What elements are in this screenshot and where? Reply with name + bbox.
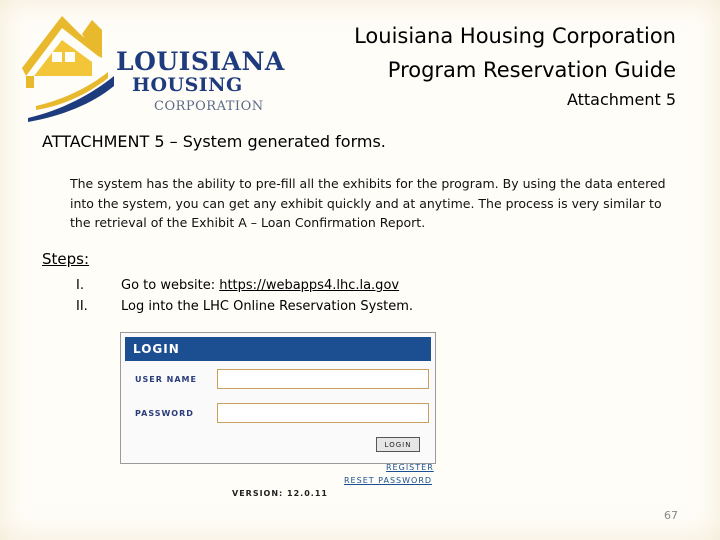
lhc-logo [22,14,285,124]
logo-line-2: HOUSING [132,74,243,96]
register-link[interactable]: REGISTER [386,463,434,472]
password-label: PASSWORD [135,409,194,418]
login-title: LOGIN [133,342,180,356]
version-text: VERSION: 12.0.11 [232,489,328,498]
password-input[interactable] [217,403,429,423]
login-button[interactable]: LOGIN [376,437,420,452]
step-text [121,278,399,293]
steps-title: Steps: [42,250,90,268]
step-text: Log into the LHC Online Reservation System. [121,299,414,314]
username-input[interactable] [217,369,429,389]
header-title: Louisiana Housing Corporation [354,24,676,48]
step-prefix: Go to website: [121,278,220,293]
login-header [125,337,431,361]
website-link[interactable]: https://webapps4.lhc.la.gov [219,278,400,293]
section-heading: ATTACHMENT 5 – System generated forms. [42,132,386,151]
logo-line-3: CORPORATION [154,99,264,114]
step-number: I. [76,278,84,293]
intro-paragraph: The system has the ability to pre-fill all the exhibits for the program. By using the data entered into the system, you can get any exhibit quickly and at anytime. The process is very similar to the retrieval of the Exhibit A – Loan Confirmation Report. [70,176,666,230]
username-label: USER NAME [135,375,197,384]
step-number: II. [76,299,88,314]
reset-password-link[interactable]: RESET PASSWORD [344,476,433,485]
page-number: 67 [664,509,678,522]
logo-line-1: LOUISIANA [116,47,285,76]
login-screenshot [120,332,436,464]
header-attachment: Attachment 5 [566,90,676,109]
header-subtitle: Program Reservation Guide [387,58,676,82]
